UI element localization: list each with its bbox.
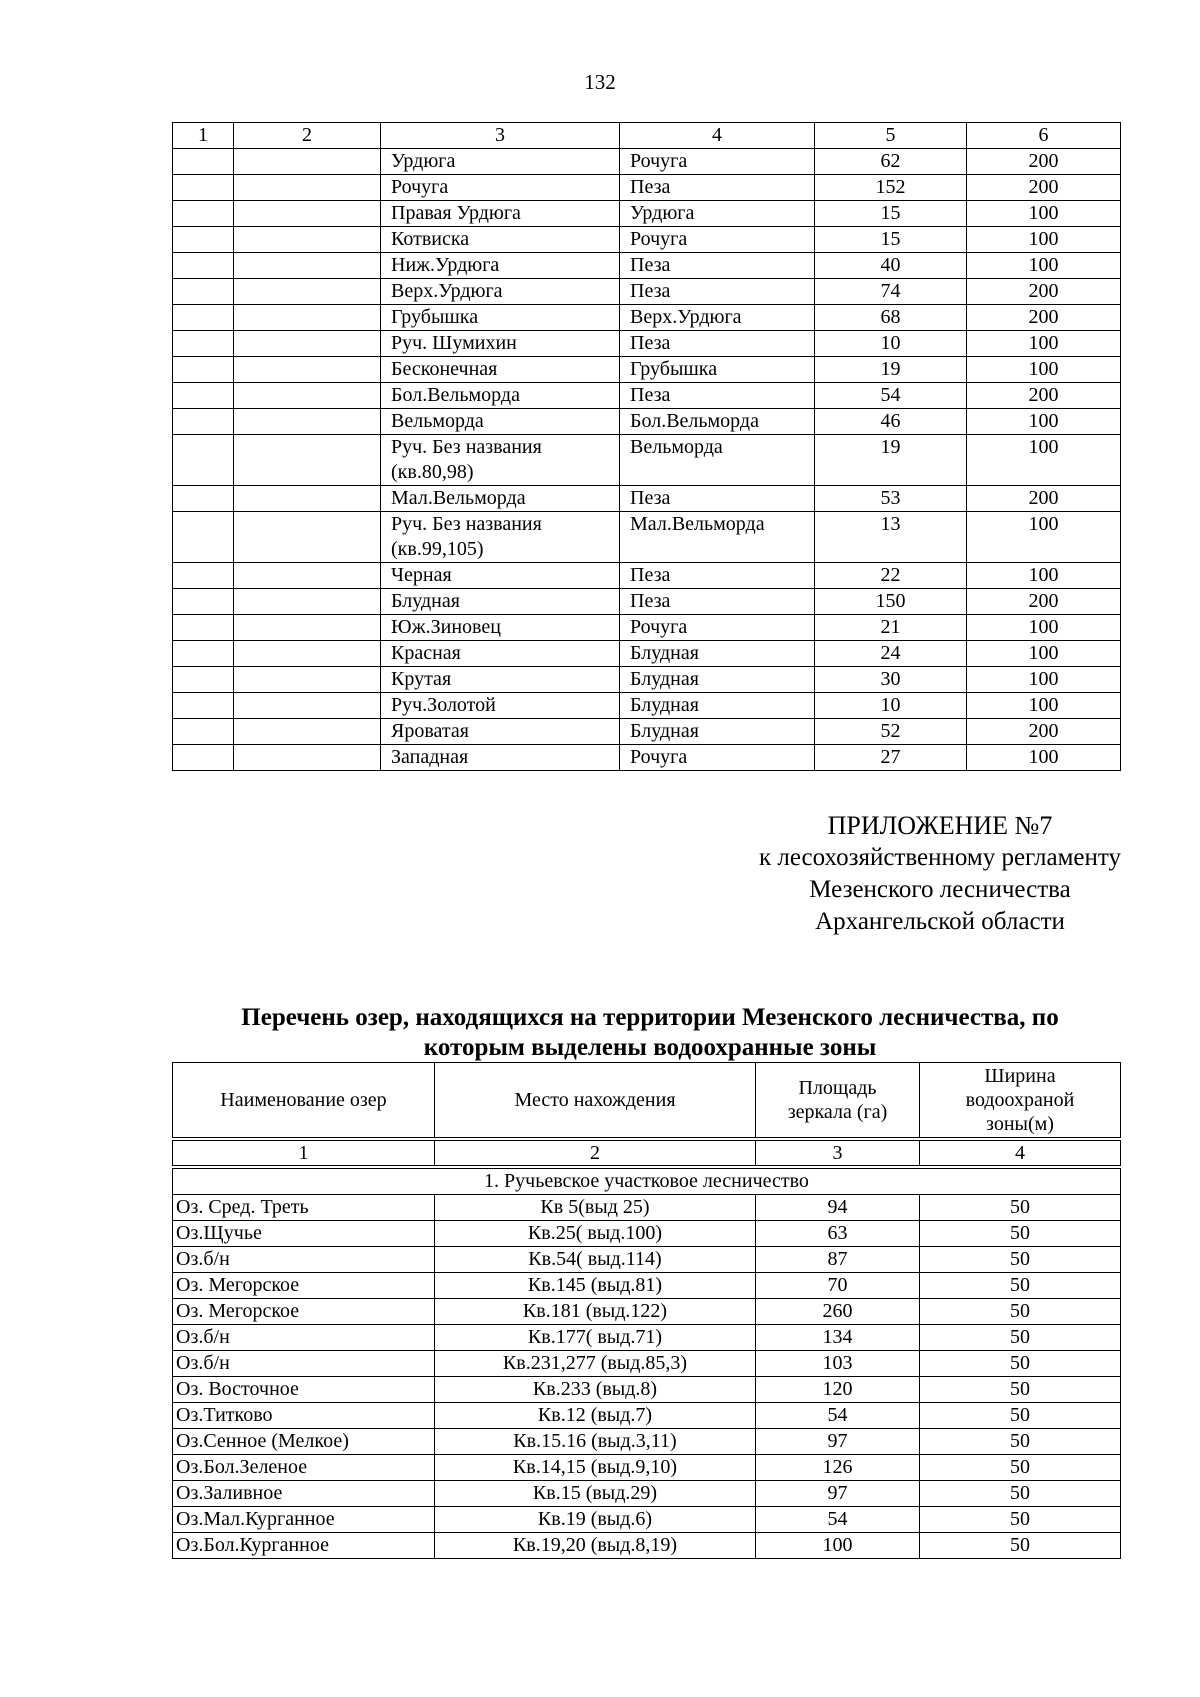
- river-zone-width: 200: [967, 305, 1121, 331]
- header-zone: [920, 1063, 1121, 1138]
- lake-area: 260: [756, 1299, 920, 1325]
- river-row: [173, 201, 1121, 227]
- lake-location: Кв 5(выд 25): [435, 1195, 756, 1221]
- river-mouth: Пеза: [620, 589, 815, 615]
- lake-area: 70: [756, 1273, 920, 1299]
- river-name: Урдюга: [381, 149, 620, 175]
- river-length: 24: [815, 641, 967, 667]
- river-name: [381, 512, 620, 563]
- river-name: Вельморда: [381, 409, 620, 435]
- river-mouth: Рочуга: [620, 149, 815, 175]
- column-number: 3: [756, 1141, 920, 1166]
- lake-zone-width: 50: [920, 1351, 1121, 1377]
- lake-row: [173, 1247, 1121, 1273]
- lake-name: Оз.Сенное (Мелкое): [173, 1429, 435, 1455]
- lake-name: Оз. Сред. Треть: [173, 1195, 435, 1221]
- row-col2: [234, 201, 381, 227]
- river-row: [173, 409, 1121, 435]
- river-name: Блудная: [381, 589, 620, 615]
- river-name-line: (кв.80,98): [391, 461, 474, 483]
- row-col2: [234, 175, 381, 201]
- river-name: Красная: [381, 641, 620, 667]
- lake-location: Кв.145 (выд.81): [435, 1273, 756, 1299]
- lakes-table: [172, 1062, 1121, 1559]
- lake-name: Оз. Мегорское: [173, 1273, 435, 1299]
- row-col2: [234, 693, 381, 719]
- river-length: 22: [815, 563, 967, 589]
- river-row: [173, 383, 1121, 409]
- lake-location: Кв.54( выд.114): [435, 1247, 756, 1273]
- lake-location: Кв.231,277 (выд.85,3): [435, 1351, 756, 1377]
- river-mouth: Пеза: [620, 331, 815, 357]
- lake-location: Кв.233 (выд.8): [435, 1377, 756, 1403]
- lake-name: Оз.б/н: [173, 1325, 435, 1351]
- row-col2: [234, 667, 381, 693]
- row-col1: [173, 409, 234, 435]
- river-zone-width: 200: [967, 719, 1121, 745]
- title-line: Перечень озер, находящихся на территории Мезенского лесничества, по: [241, 1004, 1059, 1031]
- river-length: 10: [815, 331, 967, 357]
- lake-zone-width: 50: [920, 1507, 1121, 1533]
- header-location: Место нахождения: [435, 1063, 756, 1138]
- section-row: [173, 1169, 1121, 1195]
- lakes-body: [173, 1195, 1121, 1559]
- appendix-line: Мезенского лесничества: [809, 876, 1071, 903]
- lake-row: [173, 1533, 1121, 1559]
- header-line: Площадь: [798, 1077, 877, 1099]
- lakes-column-numbers: [173, 1141, 1121, 1166]
- lakes-list-title: [150, 1003, 1150, 1063]
- column-number: 1: [173, 1141, 435, 1166]
- row-col2: [234, 589, 381, 615]
- column-number: 5: [815, 123, 967, 149]
- appendix-title: ПРИЛОЖЕНИЕ №7: [827, 811, 1053, 840]
- river-name: Верх.Урдюга: [381, 279, 620, 305]
- river-mouth: Верх.Урдюга: [620, 305, 815, 331]
- river-name: Рочуга: [381, 175, 620, 201]
- rivers-body: [173, 149, 1121, 771]
- header-area: [756, 1063, 920, 1138]
- lake-name: Оз.Мал.Курганное: [173, 1507, 435, 1533]
- river-zone-width: 100: [967, 331, 1121, 357]
- lake-name: Оз.Бол.Курганное: [173, 1533, 435, 1559]
- lake-area: 54: [756, 1403, 920, 1429]
- river-row: [173, 279, 1121, 305]
- river-name: Бол.Вельморда: [381, 383, 620, 409]
- lake-zone-width: 50: [920, 1429, 1121, 1455]
- river-zone-width: 200: [967, 383, 1121, 409]
- row-col2: [234, 331, 381, 357]
- river-length: 46: [815, 409, 967, 435]
- river-row: [173, 149, 1121, 175]
- lake-row: [173, 1377, 1121, 1403]
- river-name-line: Руч. Без названия: [391, 436, 542, 458]
- river-row: [173, 589, 1121, 615]
- river-name: Черная: [381, 563, 620, 589]
- river-length: 15: [815, 201, 967, 227]
- river-zone-width: 100: [967, 615, 1121, 641]
- page-number: 132: [584, 70, 616, 94]
- row-col2: [234, 719, 381, 745]
- row-col1: [173, 435, 234, 486]
- lake-area: 63: [756, 1221, 920, 1247]
- river-length: 19: [815, 357, 967, 383]
- row-col2: [234, 615, 381, 641]
- row-col1: [173, 175, 234, 201]
- river-row: [173, 357, 1121, 383]
- column-number: 3: [381, 123, 620, 149]
- row-col2: [234, 409, 381, 435]
- river-length: 152: [815, 175, 967, 201]
- lake-area: 97: [756, 1429, 920, 1455]
- row-col2: [234, 435, 381, 486]
- river-length: 74: [815, 279, 967, 305]
- lake-row: [173, 1429, 1121, 1455]
- title-line: которым выделены водоохранные зоны: [423, 1034, 877, 1061]
- lake-name: Оз. Мегорское: [173, 1299, 435, 1325]
- river-zone-width: 100: [967, 641, 1121, 667]
- row-col1: [173, 149, 234, 175]
- section-heading: 1. Ручьевское участковое лесничество: [173, 1169, 1121, 1195]
- lake-zone-width: 50: [920, 1377, 1121, 1403]
- river-row: [173, 615, 1121, 641]
- river-zone-width: 100: [967, 253, 1121, 279]
- row-col1: [173, 615, 234, 641]
- river-length: 53: [815, 486, 967, 512]
- column-number: 2: [234, 123, 381, 149]
- river-mouth: Блудная: [620, 719, 815, 745]
- river-zone-width: 100: [967, 667, 1121, 693]
- river-length: 54: [815, 383, 967, 409]
- row-col2: [234, 305, 381, 331]
- river-length: 13: [815, 512, 967, 563]
- lake-row: [173, 1195, 1121, 1221]
- row-col2: [234, 279, 381, 305]
- river-row: [173, 486, 1121, 512]
- river-row: [173, 512, 1121, 563]
- lake-area: 97: [756, 1481, 920, 1507]
- river-mouth: Блудная: [620, 667, 815, 693]
- header-line: водоохраной: [965, 1089, 1075, 1111]
- row-col1: [173, 563, 234, 589]
- river-name-line: Руч. Без названия: [391, 513, 542, 535]
- river-mouth: Пеза: [620, 253, 815, 279]
- row-col2: [234, 486, 381, 512]
- row-col2: [234, 253, 381, 279]
- river-name-line: (кв.99,105): [391, 538, 484, 560]
- lake-location: Кв.15.16 (выд.3,11): [435, 1429, 756, 1455]
- header-line: зеркала (га): [787, 1101, 888, 1123]
- lake-row: [173, 1351, 1121, 1377]
- row-col1: [173, 745, 234, 771]
- river-length: 19: [815, 435, 967, 486]
- river-zone-width: 200: [967, 589, 1121, 615]
- row-col1: [173, 227, 234, 253]
- river-length: 52: [815, 719, 967, 745]
- row-col1: [173, 667, 234, 693]
- river-length: 15: [815, 227, 967, 253]
- row-col2: [234, 227, 381, 253]
- appendix-line: к лесохозяйственному регламенту: [758, 844, 1122, 871]
- row-col2: [234, 563, 381, 589]
- river-mouth: Пеза: [620, 563, 815, 589]
- lake-location: Кв.15 (выд.29): [435, 1481, 756, 1507]
- river-row: [173, 227, 1121, 253]
- river-zone-width: 100: [967, 512, 1121, 563]
- river-name: Руч. Шумихин: [381, 331, 620, 357]
- river-mouth: Пеза: [620, 486, 815, 512]
- river-name: [381, 435, 620, 486]
- column-number: 4: [920, 1141, 1121, 1166]
- river-mouth: Рочуга: [620, 745, 815, 771]
- lake-zone-width: 50: [920, 1533, 1121, 1559]
- river-name: Грубышка: [381, 305, 620, 331]
- row-col2: [234, 512, 381, 563]
- lake-row: [173, 1325, 1121, 1351]
- header-line: Ширина: [984, 1065, 1056, 1087]
- lake-location: Кв.14,15 (выд.9,10): [435, 1455, 756, 1481]
- lake-zone-width: 50: [920, 1247, 1121, 1273]
- lake-zone-width: 50: [920, 1273, 1121, 1299]
- river-length: 30: [815, 667, 967, 693]
- lake-name: Оз.б/н: [173, 1351, 435, 1377]
- river-row: [173, 693, 1121, 719]
- row-col1: [173, 331, 234, 357]
- river-name: Мал.Вельморда: [381, 486, 620, 512]
- lake-area: 120: [756, 1377, 920, 1403]
- lake-zone-width: 50: [920, 1325, 1121, 1351]
- lake-row: [173, 1507, 1121, 1533]
- river-mouth: Рочуга: [620, 615, 815, 641]
- row-col2: [234, 745, 381, 771]
- river-mouth: Рочуга: [620, 227, 815, 253]
- row-col2: [234, 149, 381, 175]
- river-row: [173, 641, 1121, 667]
- river-row: [173, 745, 1121, 771]
- row-col1: [173, 589, 234, 615]
- river-name: Крутая: [381, 667, 620, 693]
- lake-location: Кв.25( выд.100): [435, 1221, 756, 1247]
- column-number: 4: [620, 123, 815, 149]
- river-zone-width: 100: [967, 435, 1121, 486]
- river-row: [173, 175, 1121, 201]
- row-col1: [173, 486, 234, 512]
- row-col2: [234, 641, 381, 667]
- lake-row: [173, 1273, 1121, 1299]
- river-length: 27: [815, 745, 967, 771]
- appendix-block: [700, 810, 1180, 938]
- column-number: 1: [173, 123, 234, 149]
- lake-name: Оз.Щучье: [173, 1221, 435, 1247]
- river-zone-width: 200: [967, 279, 1121, 305]
- row-col1: [173, 253, 234, 279]
- lake-row: [173, 1299, 1121, 1325]
- river-mouth: Бол.Вельморда: [620, 409, 815, 435]
- lake-area: 94: [756, 1195, 920, 1221]
- lake-row: [173, 1403, 1121, 1429]
- river-zone-width: 100: [967, 357, 1121, 383]
- lake-area: 126: [756, 1455, 920, 1481]
- lake-area: 54: [756, 1507, 920, 1533]
- lake-zone-width: 50: [920, 1403, 1121, 1429]
- lake-location: Кв.177( выд.71): [435, 1325, 756, 1351]
- lake-location: Кв.181 (выд.122): [435, 1299, 756, 1325]
- river-zone-width: 100: [967, 227, 1121, 253]
- river-length: 21: [815, 615, 967, 641]
- row-col2: [234, 383, 381, 409]
- row-col1: [173, 641, 234, 667]
- lake-name: Оз.б/н: [173, 1247, 435, 1273]
- river-row: [173, 435, 1121, 486]
- lake-zone-width: 50: [920, 1221, 1121, 1247]
- row-col1: [173, 357, 234, 383]
- river-mouth: Вельморда: [620, 435, 815, 486]
- lake-location: Кв.12 (выд.7): [435, 1403, 756, 1429]
- river-zone-width: 200: [967, 486, 1121, 512]
- lake-area: 134: [756, 1325, 920, 1351]
- river-zone-width: 100: [967, 409, 1121, 435]
- lake-row: [173, 1221, 1121, 1247]
- river-name: Яроватая: [381, 719, 620, 745]
- river-name: Котвиска: [381, 227, 620, 253]
- lake-zone-width: 50: [920, 1299, 1121, 1325]
- river-length: 10: [815, 693, 967, 719]
- row-col1: [173, 693, 234, 719]
- river-length: 62: [815, 149, 967, 175]
- lake-row: [173, 1481, 1121, 1507]
- row-col1: [173, 305, 234, 331]
- column-number: 2: [435, 1141, 756, 1166]
- river-zone-width: 100: [967, 201, 1121, 227]
- lake-zone-width: 50: [920, 1455, 1121, 1481]
- column-number: 6: [967, 123, 1121, 149]
- lake-zone-width: 50: [920, 1195, 1121, 1221]
- river-row: [173, 331, 1121, 357]
- river-zone-width: 200: [967, 149, 1121, 175]
- lake-name: Оз. Восточное: [173, 1377, 435, 1403]
- river-name: Бесконечная: [381, 357, 620, 383]
- river-name: Правая Урдюга: [381, 201, 620, 227]
- river-length: 150: [815, 589, 967, 615]
- lake-location: Кв.19,20 (выд.8,19): [435, 1533, 756, 1559]
- river-mouth: Грубышка: [620, 357, 815, 383]
- river-row: [173, 305, 1121, 331]
- river-row: [173, 719, 1121, 745]
- river-row: [173, 667, 1121, 693]
- row-col1: [173, 383, 234, 409]
- river-zone-width: 100: [967, 563, 1121, 589]
- river-zone-width: 200: [967, 175, 1121, 201]
- lake-area: 87: [756, 1247, 920, 1273]
- lake-name: Оз.Титково: [173, 1403, 435, 1429]
- row-col1: [173, 512, 234, 563]
- header-line: зоны(м): [986, 1113, 1054, 1135]
- lakes-header-row: [173, 1063, 1121, 1138]
- river-zone-width: 100: [967, 745, 1121, 771]
- river-mouth: Пеза: [620, 279, 815, 305]
- river-mouth: Мал.Вельморда: [620, 512, 815, 563]
- header-name: Наименование озер: [173, 1063, 435, 1138]
- river-mouth: Пеза: [620, 175, 815, 201]
- row-col2: [234, 357, 381, 383]
- lake-zone-width: 50: [920, 1481, 1121, 1507]
- lake-location: Кв.19 (выд.6): [435, 1507, 756, 1533]
- lake-row: [173, 1455, 1121, 1481]
- river-row: [173, 253, 1121, 279]
- lake-name: Оз.Бол.Зеленое: [173, 1455, 435, 1481]
- river-name: Юж.Зиновец: [381, 615, 620, 641]
- appendix-line: Архангельской области: [815, 908, 1065, 935]
- river-mouth: Пеза: [620, 383, 815, 409]
- river-name: Западная: [381, 745, 620, 771]
- rivers-table: [172, 122, 1121, 771]
- rivers-column-numbers: [173, 123, 1121, 149]
- river-name: Ниж.Урдюга: [381, 253, 620, 279]
- row-col1: [173, 279, 234, 305]
- river-name: Руч.Золотой: [381, 693, 620, 719]
- river-mouth: Урдюга: [620, 201, 815, 227]
- lake-area: 100: [756, 1533, 920, 1559]
- lake-name: Оз.Заливное: [173, 1481, 435, 1507]
- river-length: 40: [815, 253, 967, 279]
- river-mouth: Блудная: [620, 641, 815, 667]
- row-col1: [173, 719, 234, 745]
- lake-area: 103: [756, 1351, 920, 1377]
- river-zone-width: 100: [967, 693, 1121, 719]
- river-mouth: Блудная: [620, 693, 815, 719]
- river-row: [173, 563, 1121, 589]
- river-length: 68: [815, 305, 967, 331]
- row-col1: [173, 201, 234, 227]
